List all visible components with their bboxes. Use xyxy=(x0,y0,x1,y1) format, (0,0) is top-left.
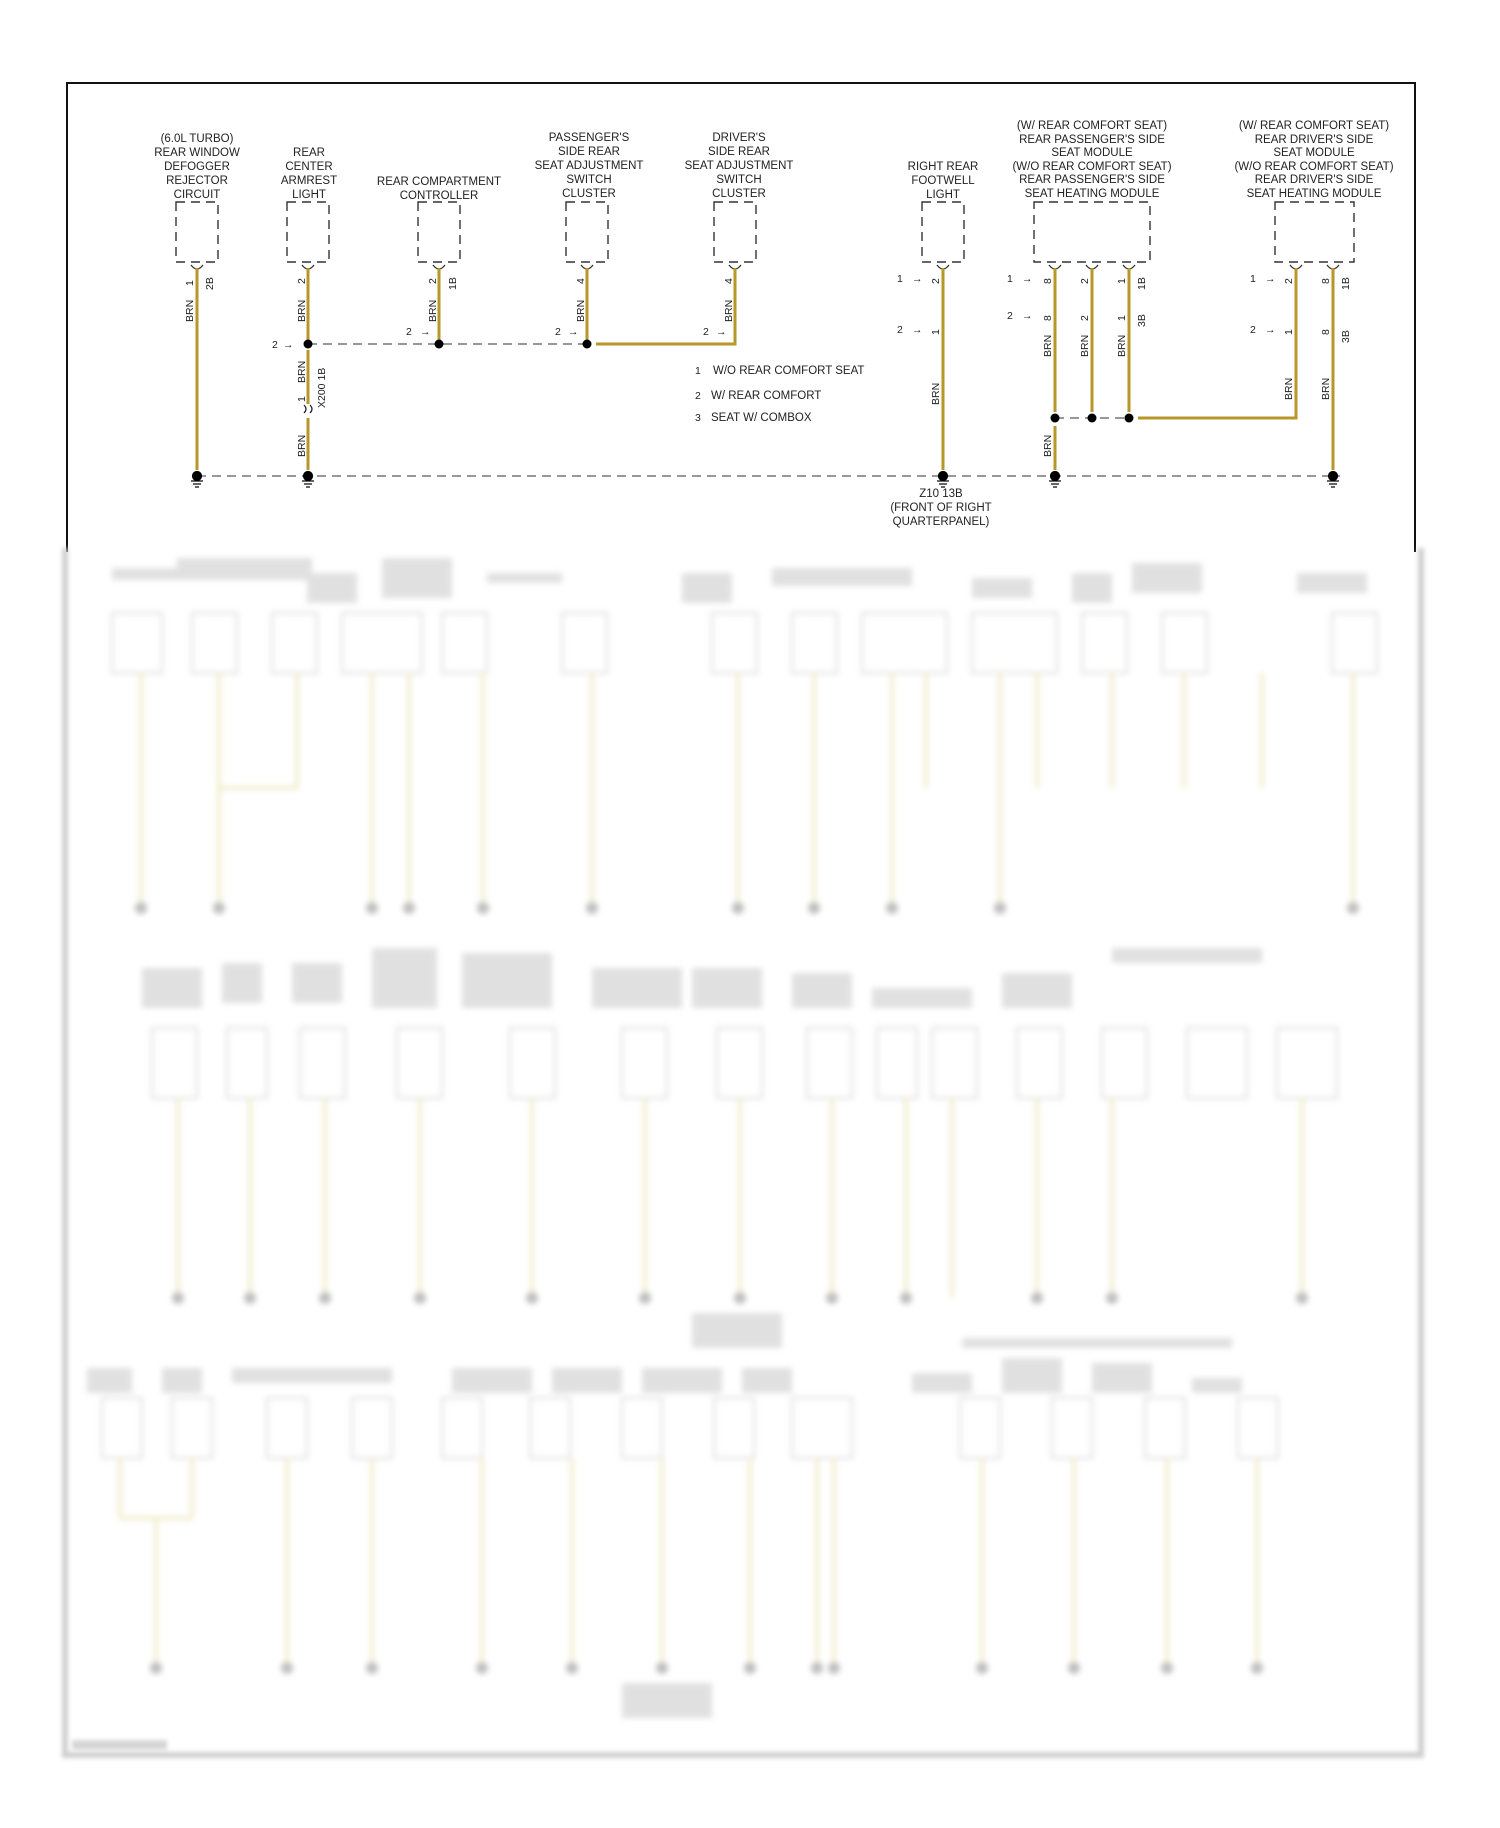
svg-text:→: → xyxy=(1022,273,1033,285)
wiring-diagram xyxy=(0,0,1500,560)
svg-text:8: 8 xyxy=(1042,278,1054,284)
svg-text:BRN: BRN xyxy=(1042,334,1054,357)
label-driver-seat-switch xyxy=(685,132,794,200)
svg-text:CLUSTER: CLUSTER xyxy=(712,188,766,200)
svg-text:1: 1 xyxy=(296,396,308,402)
svg-text:Z10 13B: Z10 13B xyxy=(919,488,963,500)
svg-text:DRIVER'S: DRIVER'S xyxy=(712,132,766,144)
svg-text:→: → xyxy=(1265,324,1276,336)
svg-text:8: 8 xyxy=(1320,278,1332,284)
svg-text:(W/ REAR COMFORT SEAT): (W/ REAR COMFORT SEAT) xyxy=(1238,120,1390,132)
svg-text:→: → xyxy=(912,324,923,336)
svg-text:(W/ REAR COMFORT SEAT): (W/ REAR COMFORT SEAT) xyxy=(1016,120,1168,132)
svg-text:SEAT HEATING MODULE: SEAT HEATING MODULE xyxy=(1024,188,1160,200)
svg-text:(W/O REAR COMFORT SEAT): (W/O REAR COMFORT SEAT) xyxy=(1012,161,1172,173)
svg-text:SWITCH: SWITCH xyxy=(716,174,762,186)
svg-text:REAR DRIVER'S SIDE: REAR DRIVER'S SIDE xyxy=(1254,174,1374,186)
svg-text:BRN: BRN xyxy=(296,434,308,457)
svg-text:SIDE REAR: SIDE REAR xyxy=(558,146,620,158)
svg-text:BRN: BRN xyxy=(296,299,308,322)
component-box-pass-module xyxy=(1034,202,1150,262)
svg-text:2: 2 xyxy=(427,278,439,284)
svg-text:1: 1 xyxy=(184,280,196,286)
label-passenger-seat-switch xyxy=(535,132,644,200)
svg-text:SEAT HEATING MODULE: SEAT HEATING MODULE xyxy=(1246,188,1382,200)
blurred-row-3 xyxy=(87,1338,1278,1718)
svg-text:1B: 1B xyxy=(1136,277,1148,290)
svg-text:1: 1 xyxy=(1250,273,1256,285)
svg-text:1B: 1B xyxy=(447,277,459,290)
svg-text:1: 1 xyxy=(1116,315,1128,321)
component-box-drv-switch xyxy=(714,202,756,262)
svg-text:SEAT ADJUSTMENT: SEAT ADJUSTMENT xyxy=(534,160,644,172)
svg-text:BRN: BRN xyxy=(575,299,587,322)
svg-text:REAR PASSENGER'S SIDE: REAR PASSENGER'S SIDE xyxy=(1019,174,1165,186)
svg-text:QUARTERPANEL): QUARTERPANEL) xyxy=(892,516,990,528)
connector-cups xyxy=(191,265,1339,269)
svg-text:SIDE REAR: SIDE REAR xyxy=(708,146,770,158)
svg-text:2: 2 xyxy=(930,278,942,284)
svg-text:REAR PASSENGER'S SIDE: REAR PASSENGER'S SIDE xyxy=(1019,134,1165,146)
svg-text:X200 1B: X200 1B xyxy=(316,367,328,408)
svg-text:→: → xyxy=(716,326,727,338)
svg-text:REAR WINDOW: REAR WINDOW xyxy=(154,147,240,159)
svg-text:2: 2 xyxy=(695,390,701,402)
svg-text:1: 1 xyxy=(930,329,942,335)
svg-text:→: → xyxy=(420,326,431,338)
svg-text:REAR COMPARTMENT: REAR COMPARTMENT xyxy=(376,176,502,188)
svg-text:2: 2 xyxy=(1007,310,1013,322)
svg-text:BRN: BRN xyxy=(427,299,439,322)
svg-text:BRN: BRN xyxy=(184,299,196,322)
svg-text:BRN: BRN xyxy=(1116,334,1128,357)
svg-text:SEAT MODULE: SEAT MODULE xyxy=(1051,147,1133,159)
svg-text:1: 1 xyxy=(897,273,903,285)
label-armrest-light xyxy=(281,147,337,201)
svg-text:→: → xyxy=(568,326,579,338)
svg-text:FOOTWELL: FOOTWELL xyxy=(911,175,975,187)
label-defogger xyxy=(154,133,240,201)
svg-text:1: 1 xyxy=(1283,329,1295,335)
svg-text:2: 2 xyxy=(1250,324,1256,336)
svg-text:2: 2 xyxy=(1079,278,1091,284)
component-box-pass-switch xyxy=(566,202,608,262)
svg-text:SEAT ADJUSTMENT: SEAT ADJUSTMENT xyxy=(684,160,794,172)
svg-text:2: 2 xyxy=(897,324,903,336)
footer-code xyxy=(72,1740,167,1750)
svg-text:CLUSTER: CLUSTER xyxy=(562,188,616,200)
svg-text:2: 2 xyxy=(1079,315,1091,321)
svg-text:→: → xyxy=(1265,273,1276,285)
svg-text:REAR DRIVER'S SIDE: REAR DRIVER'S SIDE xyxy=(1254,134,1374,146)
svg-text:1: 1 xyxy=(1116,278,1128,284)
component-box-defogger xyxy=(176,202,218,262)
svg-text:REAR: REAR xyxy=(293,147,325,159)
svg-text:→: → xyxy=(1022,310,1033,322)
svg-text:BRN: BRN xyxy=(930,382,942,405)
svg-text:CIRCUIT: CIRCUIT xyxy=(173,189,221,201)
svg-text:ARMREST: ARMREST xyxy=(280,175,338,187)
svg-text:CENTER: CENTER xyxy=(285,161,333,173)
svg-text:CONTROLLER: CONTROLLER xyxy=(399,190,479,202)
svg-text:(W/O REAR COMFORT SEAT): (W/O REAR COMFORT SEAT) xyxy=(1234,161,1394,173)
svg-text:BRN: BRN xyxy=(296,360,308,383)
ground-icon xyxy=(191,472,1339,488)
svg-text:W/O REAR COMFORT SEAT: W/O REAR COMFORT SEAT xyxy=(713,365,865,377)
svg-text:BRN: BRN xyxy=(1042,434,1054,457)
svg-text:SEAT MODULE: SEAT MODULE xyxy=(1273,147,1355,159)
svg-text:SWITCH: SWITCH xyxy=(566,174,612,186)
svg-text:LIGHT: LIGHT xyxy=(292,189,326,201)
svg-text:BRN: BRN xyxy=(723,299,735,322)
svg-text:3B: 3B xyxy=(1136,314,1148,327)
blurred-row-1 xyxy=(112,558,1377,914)
component-box-footwell xyxy=(922,202,964,262)
svg-text:2: 2 xyxy=(1283,278,1295,284)
svg-text:1: 1 xyxy=(695,365,701,377)
blurred-row-2 xyxy=(142,948,1337,1348)
svg-text:2: 2 xyxy=(296,278,308,284)
svg-text:SEAT W/ COMBOX: SEAT W/ COMBOX xyxy=(711,412,812,424)
label-rear-compartment-controller xyxy=(377,176,501,202)
svg-text:(FRONT OF RIGHT: (FRONT OF RIGHT xyxy=(890,502,992,514)
svg-text:→: → xyxy=(912,273,923,285)
svg-text:W/ REAR COMFORT: W/ REAR COMFORT xyxy=(711,390,822,402)
svg-text:4: 4 xyxy=(723,278,735,284)
svg-text:→: → xyxy=(283,339,294,351)
blurred-diagram-preview xyxy=(62,548,1424,1760)
splice-nodes xyxy=(304,340,1134,423)
ground-label xyxy=(890,488,991,528)
dashed-buses xyxy=(197,344,1340,476)
svg-text:LIGHT: LIGHT xyxy=(926,189,960,201)
label-driver-seat-module xyxy=(1234,120,1393,200)
svg-text:3B: 3B xyxy=(1340,330,1352,343)
svg-text:4: 4 xyxy=(575,278,587,284)
svg-text:BRN: BRN xyxy=(1283,377,1295,400)
svg-text:1B: 1B xyxy=(1340,277,1352,290)
component-box-controller xyxy=(418,202,460,262)
svg-text:8: 8 xyxy=(1042,315,1054,321)
svg-text:REJECTOR: REJECTOR xyxy=(166,175,228,187)
svg-text:BRN: BRN xyxy=(1079,334,1091,357)
svg-text:2: 2 xyxy=(703,326,709,338)
svg-text:PASSENGER'S: PASSENGER'S xyxy=(548,132,630,144)
svg-text:1: 1 xyxy=(1007,273,1013,285)
svg-text:8: 8 xyxy=(1320,329,1332,335)
component-box-armrest xyxy=(287,202,329,262)
variant-legend xyxy=(695,365,864,424)
label-passenger-seat-module xyxy=(1012,120,1171,200)
svg-text:2: 2 xyxy=(272,339,278,351)
svg-text:3: 3 xyxy=(695,412,701,424)
label-footwell-light xyxy=(908,161,979,201)
svg-text:2: 2 xyxy=(555,326,561,338)
svg-text:RIGHT REAR: RIGHT REAR xyxy=(907,161,979,173)
svg-text:2: 2 xyxy=(406,326,412,338)
svg-text:DEFOGGER: DEFOGGER xyxy=(164,161,230,173)
svg-text:2B: 2B xyxy=(204,277,216,290)
inline-connector-x200 xyxy=(304,405,312,413)
svg-text:(6.0L TURBO): (6.0L TURBO) xyxy=(160,133,234,145)
component-box-drv-module xyxy=(1275,202,1354,262)
svg-text:BRN: BRN xyxy=(1320,377,1332,400)
